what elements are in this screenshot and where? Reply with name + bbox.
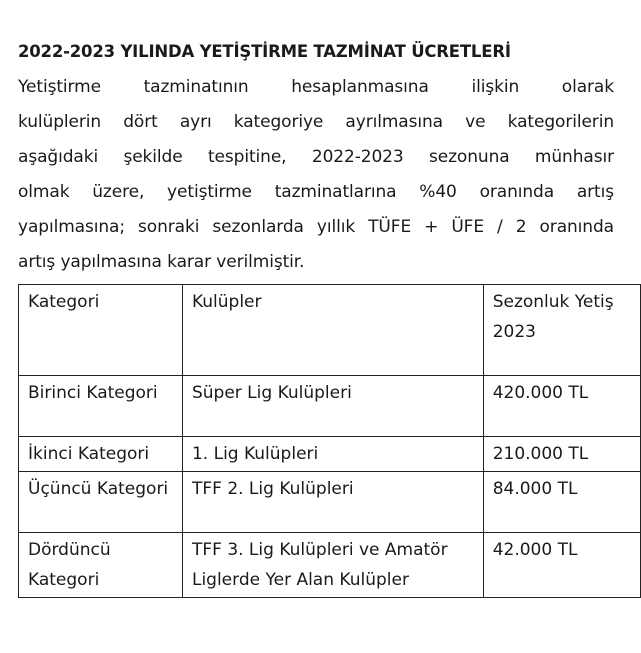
fee-cell: 84.000 TL	[483, 472, 640, 533]
table-row	[19, 472, 641, 533]
category-cell: Birinci Kategori	[19, 376, 183, 437]
category-cell: Dördüncü Kategori	[19, 533, 183, 598]
paragraph-line: yapılmasına; sonraki sezonlarda yıllık TÜFE + ÜFE / 2 oranında	[18, 217, 614, 237]
header-category: Kategori	[19, 285, 183, 376]
clubs-cell: TFF 3. Lig Kulüpleri ve Amatör Liglerde Yer Alan Kulüpler	[182, 533, 483, 598]
paragraph-line: artış yapılmasına karar verilmiştir.	[18, 252, 305, 272]
table-row	[19, 376, 641, 437]
fee-cell: 210.000 TL	[483, 437, 640, 472]
clubs-cell: 1. Lig Kulüpleri	[182, 437, 483, 472]
paragraph-line: olmak üzere, yetiştirme tazminatlarına %40 oranında artış	[18, 182, 614, 202]
category-cell: İkinci Kategori	[19, 437, 183, 472]
document-body	[18, 38, 641, 280]
header-clubs: Kulüpler	[182, 285, 483, 376]
paragraph-line: kulüplerin dört ayrı kategoriye ayrılmasına ve kategorilerin	[18, 112, 614, 132]
paragraph-line: Yetiştirme tazminatının hesaplanmasına ilişkin olarak	[18, 77, 614, 97]
fee-cell: 42.000 TL	[483, 533, 640, 598]
clubs-cell: TFF 2. Lig Kulüpleri	[182, 472, 483, 533]
document-title: 2022-2023 YILINDA YETİŞTİRME TAZMİNAT ÜCRETLERİ	[18, 42, 511, 61]
category-cell: Üçüncü Kategori	[19, 472, 183, 533]
fee-cell: 420.000 TL	[483, 376, 640, 437]
clubs-cell: Süper Lig Kulüpleri	[182, 376, 483, 437]
paragraph-line: aşağıdaki şekilde tespitine, 2022-2023 sezonuna münhasır	[18, 147, 614, 167]
table-row	[19, 533, 641, 598]
fee-table	[18, 284, 641, 598]
document-paragraph	[18, 70, 614, 280]
header-fee: Sezonluk Yetiş 2023	[483, 285, 640, 376]
table-header-row	[19, 285, 641, 376]
table-row	[19, 437, 641, 472]
